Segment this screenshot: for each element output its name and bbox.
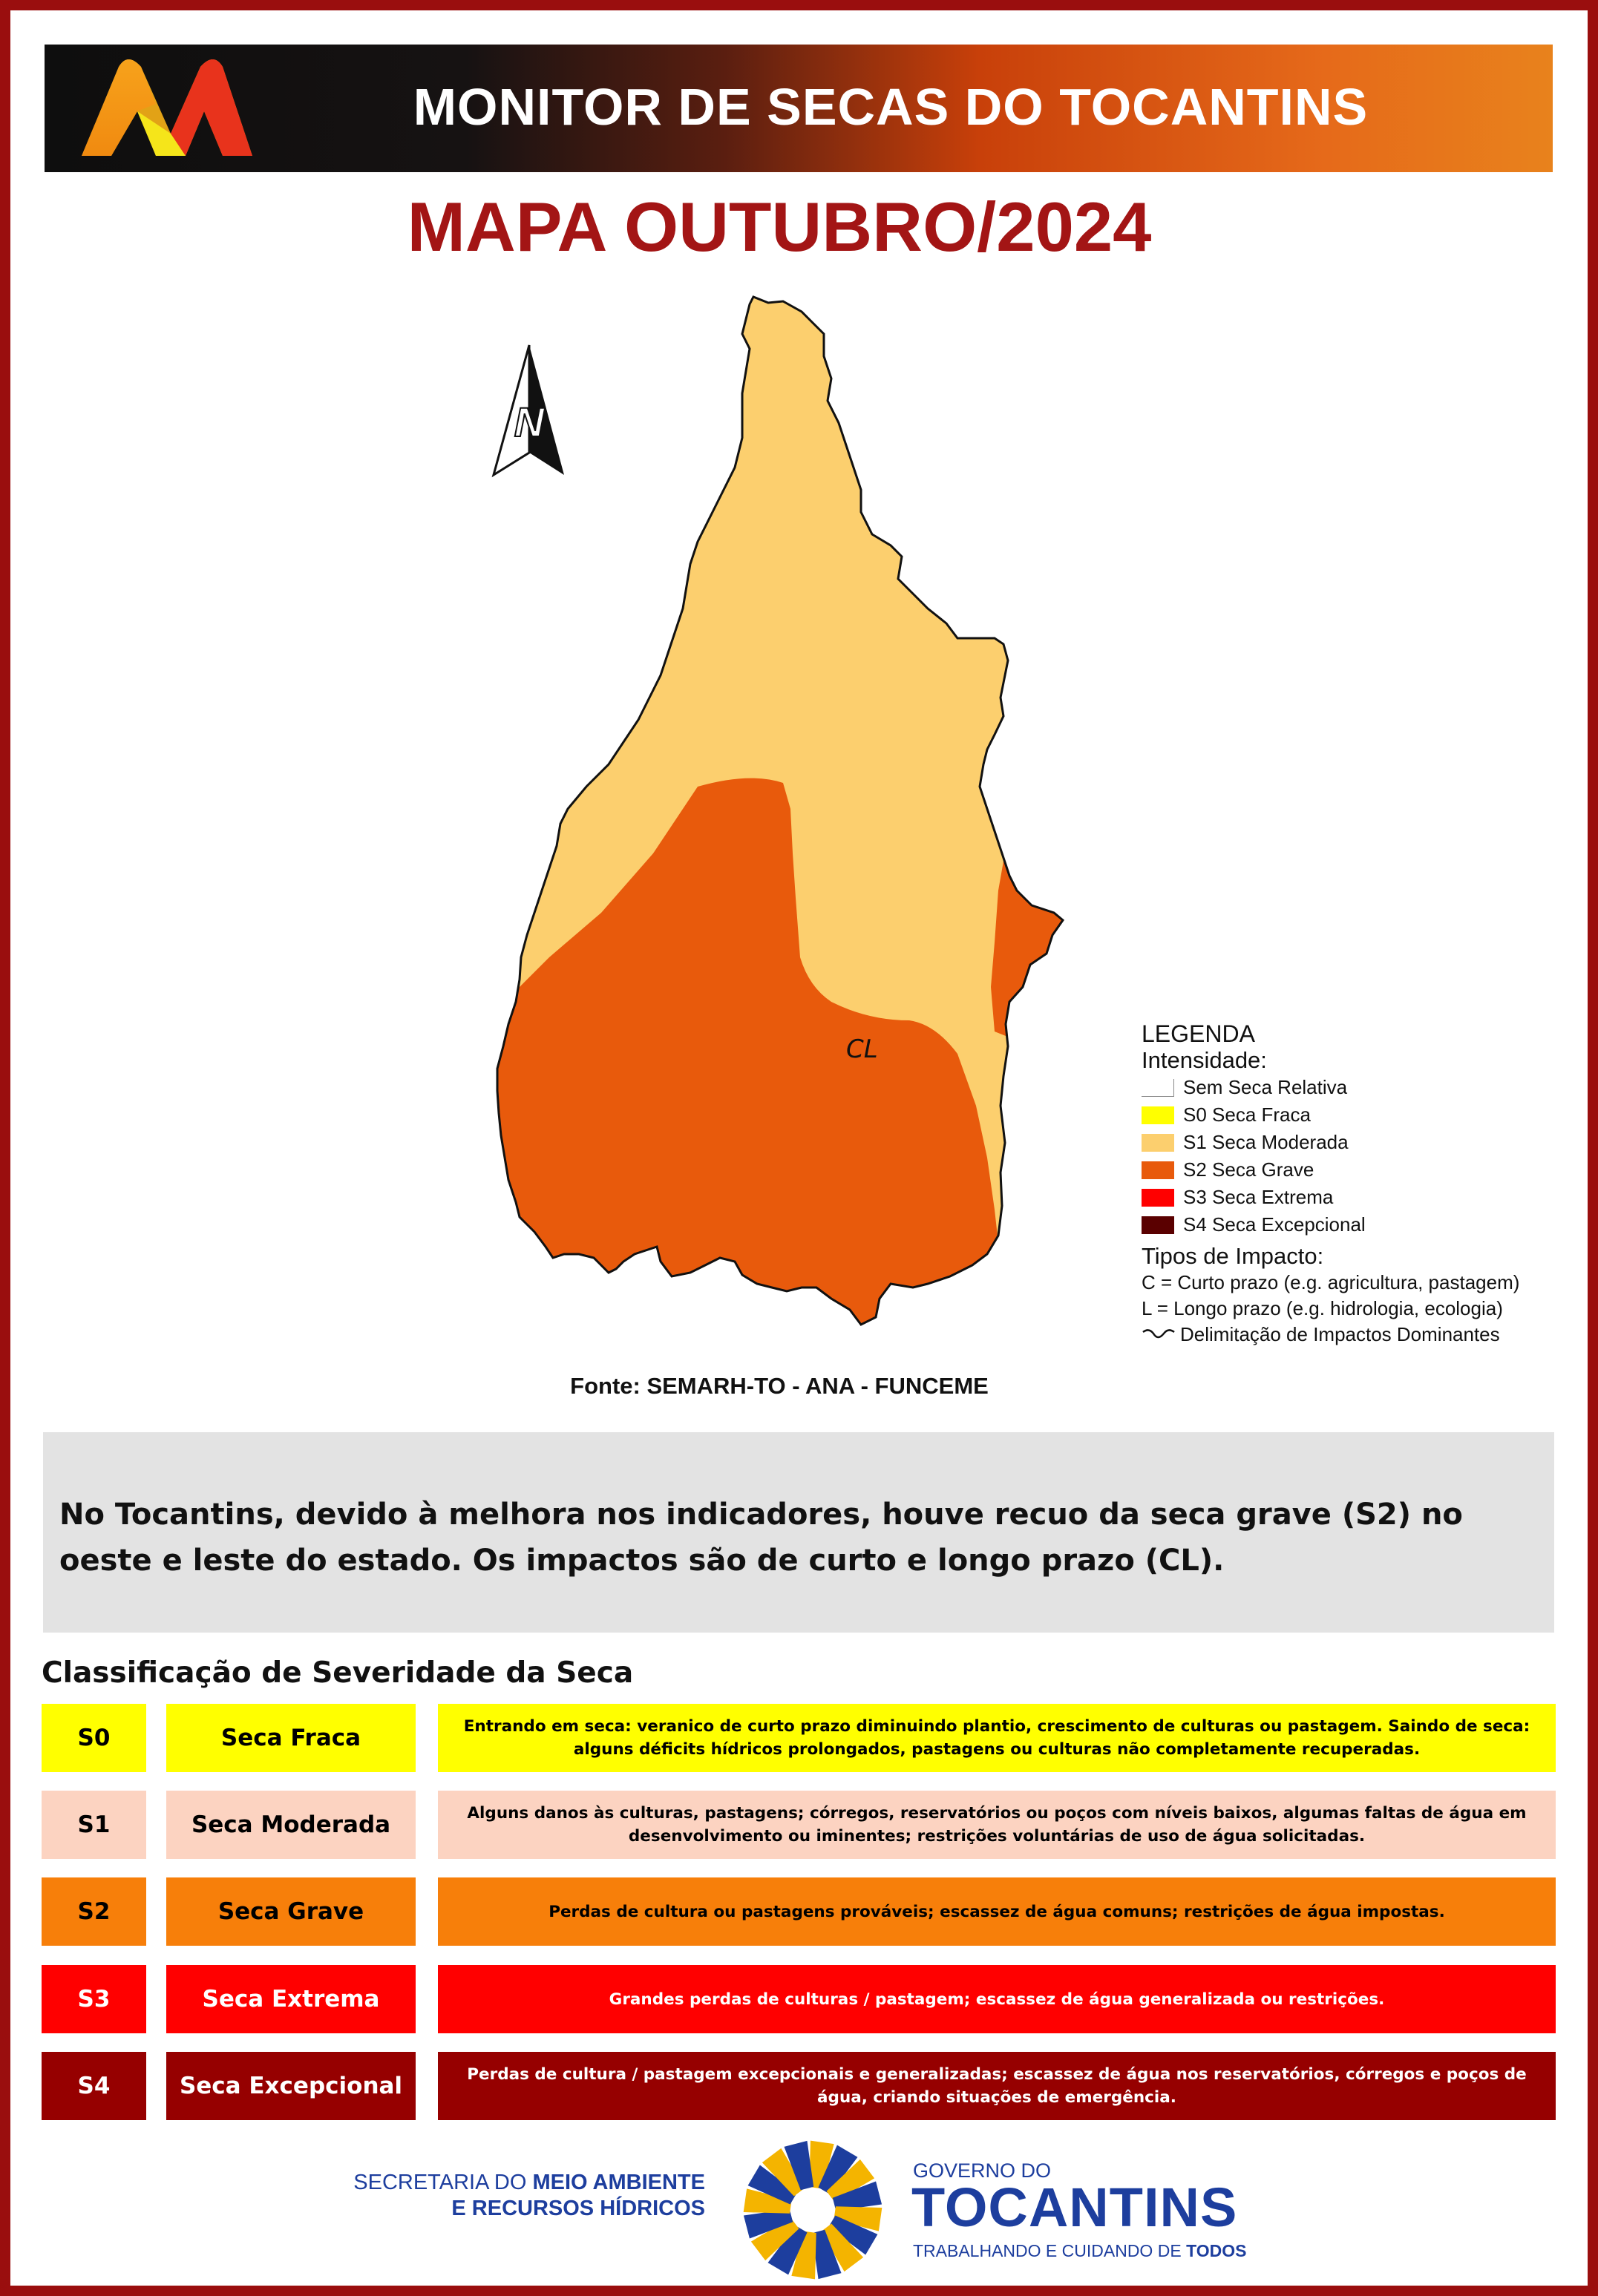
severity-row	[42, 2052, 1556, 2120]
s2-region-east	[991, 824, 1084, 1039]
legend-item	[1142, 1074, 1557, 1101]
header-title: MONITOR DE SECAS DO TOCANTINS	[413, 78, 1369, 136]
severity-code: S3	[42, 1965, 146, 2033]
legend-item	[1142, 1211, 1557, 1239]
secretaria-bold: MEIO AMBIENTE	[532, 2171, 705, 2194]
impact-boundary-row	[1142, 1322, 1557, 1348]
legend-swatch	[1142, 1134, 1174, 1152]
severity-name: Seca Excepcional	[166, 2052, 416, 2120]
impact-title: Tipos de Impacto:	[1142, 1243, 1324, 1269]
severity-code: S2	[42, 1877, 146, 1946]
map-legend	[1142, 1020, 1557, 1348]
impact-label-cl: CL	[846, 1034, 878, 1064]
gov-main: TOCANTINS	[911, 2177, 1238, 2238]
legend-subtitle: Intensidade:	[1142, 1047, 1267, 1073]
map-title: MAPA OUTUBRO/2024	[407, 188, 1152, 266]
legend-label: S2 Seca Grave	[1183, 1158, 1314, 1181]
impact-l: L = Longo prazo (e.g. hidrologia, ecologia)	[1142, 1297, 1503, 1319]
secretaria-line2: E RECURSOS HÍDRICOS	[451, 2197, 705, 2220]
legend-swatch	[1142, 1106, 1174, 1124]
severity-name: Seca Moderada	[166, 1791, 416, 1859]
drought-map	[475, 289, 1143, 1343]
tocantins-sun-logo-icon	[739, 2136, 887, 2284]
severity-name: Seca Grave	[166, 1877, 416, 1946]
severity-row	[42, 1965, 1556, 2033]
summary-text: No Tocantins, devido à melhora nos indicadores, houve recuo da seca grave (S2) no oeste e leste do estado. Os impactos são de curto e longo prazo (CL).	[59, 1498, 1463, 1578]
legend-label: S4 Seca Excepcional	[1183, 1213, 1366, 1236]
severity-code: S0	[42, 1704, 146, 1772]
legend-item	[1142, 1156, 1557, 1184]
severity-description: Entrando em seca: veranico de curto prazo diminuindo plantio, crescimento de culturas ou pastagem. Saindo de seca: alguns déficits hídricos prolongados, pastagens ou culturas não completamente recuperadas.	[438, 1704, 1556, 1772]
gov-slogan	[913, 2241, 1246, 2261]
severity-description: Grandes perdas de culturas / pastagem; escassez de água generalizada ou restrições.	[438, 1965, 1556, 2033]
gov-slogan-prefix: TRABALHANDO E CUIDANDO DE	[913, 2241, 1187, 2260]
severity-row	[42, 1704, 1556, 1772]
severity-description: Alguns danos às culturas, pastagens; córregos, reservatórios ou poços com níveis baixos, algumas faltas de água em desenvolvimento ou iminentes; restrições voluntárias de uso de água solicitadas.	[438, 1791, 1556, 1859]
legend-item	[1142, 1101, 1557, 1129]
legend-title: LEGENDA	[1142, 1020, 1255, 1047]
severity-row	[42, 1791, 1556, 1859]
legend-item	[1142, 1184, 1557, 1211]
impact-boundary-label: Delimitação de Impactos Dominantes	[1180, 1323, 1500, 1345]
secretaria-prefix: SECRETARIA DO	[353, 2171, 533, 2194]
severity-name: Seca Extrema	[166, 1965, 416, 2033]
legend-swatch	[1142, 1216, 1174, 1234]
monitor-logo-icon	[74, 52, 260, 163]
legend-label: S3 Seca Extrema	[1183, 1186, 1334, 1208]
impact-c: C = Curto prazo (e.g. agricultura, pastagem)	[1142, 1271, 1520, 1293]
legend-label: Sem Seca Relativa	[1183, 1076, 1348, 1098]
legend-label: S0 Seca Fraca	[1183, 1103, 1311, 1126]
classification-title: Classificação de Severidade da Seca	[42, 1656, 634, 1690]
header-banner	[45, 45, 1553, 172]
legend-swatch	[1142, 1079, 1174, 1097]
gov-slogan-bold: TODOS	[1186, 2241, 1247, 2260]
boundary-line-icon	[1142, 1326, 1176, 1344]
north-label: N	[514, 398, 545, 445]
severity-code: S4	[42, 2052, 146, 2120]
gov-top: GOVERNO DO	[913, 2159, 1052, 2182]
legend-items	[1142, 1074, 1557, 1239]
legend-swatch	[1142, 1189, 1174, 1207]
legend-label: S1 Seca Moderada	[1183, 1131, 1349, 1153]
severity-code: S1	[42, 1791, 146, 1859]
legend-item	[1142, 1129, 1557, 1156]
secretaria-name	[319, 2170, 705, 2222]
severity-name: Seca Fraca	[166, 1704, 416, 1772]
severity-description: Perdas de cultura ou pastagens prováveis; escassez de água comuns; restrições de água impostas.	[438, 1877, 1556, 1946]
severity-description: Perdas de cultura / pastagem excepcionais e generalizadas; escassez de água nos reservatórios, córregos e poços de água, criando situações de emergência.	[438, 2052, 1556, 2120]
legend-swatch	[1142, 1161, 1174, 1179]
source-text: Fonte: SEMARH-TO - ANA - FUNCEME	[570, 1373, 989, 1399]
summary-box	[43, 1432, 1554, 1633]
severity-row	[42, 1877, 1556, 1946]
